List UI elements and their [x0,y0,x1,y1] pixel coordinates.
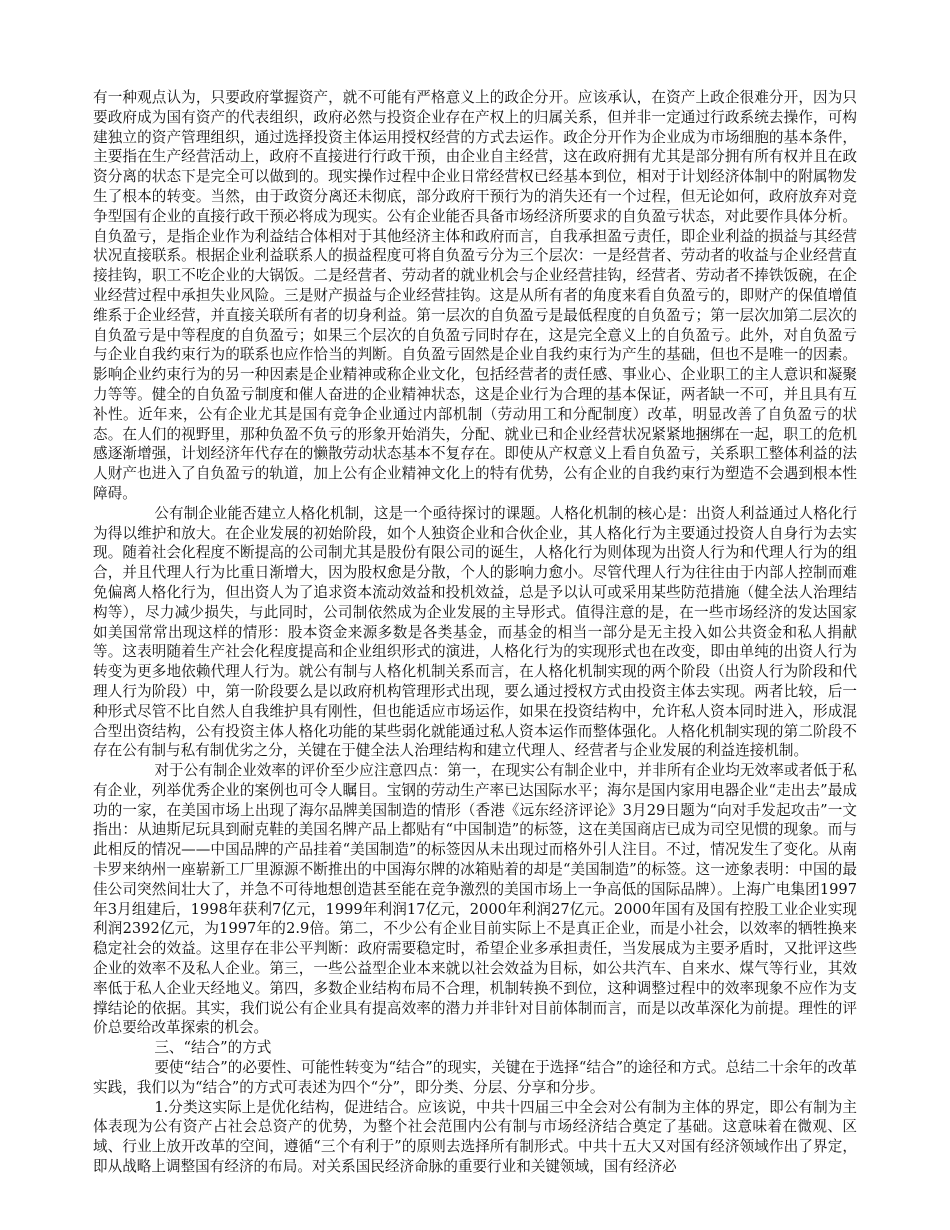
paragraph-separation-of-government-and-enterprise: 有一种观点认为，只要政府掌握资产，就不可能有严格意义上的政企分开。应该承认，在资产上政企很难分开，因为只要政府成为国有资产的代表组织，政府必然与投资企业存在产权上的归属关系，但并非一定通过行政系统去操作，可构建独立的资产管理组织，通过选择投资主体运用授权经营的方式去运作。政企分开作为企业成为市场细胞的基本条件，主要指在生产经营活动上，政府不直接进行行政干预，由企业自主经营，这在政府拥有尤其是部分拥有所有权并且在政资分离的状态下是完全可以做到的。现实操作过程中企业日常经营权已经基本到位，相对于计划经济体制中的附属物发生了根本的转变。当然，由于政资分离还未彻底，部分政府干预行为的消失还有一个过程，但无论如何，政府放弃对竞争型国有企业的直接行政干预必将成为现实。公有企业能否具备市场经济所要求的自负盈亏状态，对此要作具体分析。自负盈亏，是指企业作为利益结合体相对于其他经济主体和政府而言，自我承担盈亏责任，即企业利益的损益与其经营状况直接联系。根据企业利益联系人的损益程度可将自负盈亏分为三个层次：一是经营者、劳动者的收益与企业经营直接挂钩，职工不吃企业的大锅饭。二是经营者、劳动者的就业机会与企业经营挂钩，经营者、劳动者不捧铁饭碗，在企业经营过程中承担失业风险。三是财产损益与企业经营挂钩。这是从所有者的角度来看自负盈亏的，即财产的保值增值维系于企业经营，并直接关联所有者的切身利益。第一层次的自负盈亏是最低程度的自负盈亏；第一层次加第二层次的自负盈亏是中等程度的自负盈亏；如果三个层次的自负盈亏同时存在，这是完全意义上的自负盈亏。此外，对自负盈亏与企业自我约束行为的联系也应作恰当的判断。自负盈亏固然是企业自我约束行为产生的基础，但也不是唯一的因素。影响企业约束行为的另一种因素是企业精神或称企业文化，包括经营者的责任感、事业心、企业职工的主人意识和凝聚力等等。健全的自负盈亏制度和催人奋进的企业精神状态，这是企业行为合理的基本保证，两者缺一不可，并且具有互补性。近年来，公有企业尤其是国有竞争企业通过内部机制（劳动用工和分配制度）改革，明显改善了自负盈亏的状态。在人们的视野里，那种负盈不负亏的形象开始消失，分配、就业已和企业经营状况紧紧地捆绑在一起，职工的危机感逐渐增强，计划经济年代存在的懒散劳动状态基本不复存在。即使从产权意义上看自负盈亏，关系职工整体利益的法人财产也进入了自负盈亏的轨道，加上公有企业精神文化上的特有优势，公有企业的自我约束行为塑造不会遇到根本性障碍。 [93,89,857,502]
paragraph-section-intro: 要使“结合”的必要性、可能性转变为“结合”的现实，关键在于选择“结合”的途径和方式。总结二十余年的改革实践，我们以为“结合”的方式可表述为四个“分”，即分类、分层、分享和分步。 [93,1059,857,1096]
document-page [93,88,857,1177]
paragraph-efficiency-evaluation: 对于公有制企业效率的评价至少应注意四点：第一，在现实公有制企业中，并非所有企业均无效率或者低于私有企业，列举优秀企业的案例也可令人瞩目。宝钢的劳动生产率已达国际水平；海尔是国内家用电器企业“走出去”最成功的一家，在美国市场上出现了海尔品牌美国制造的情形（香港《远东经济评论》3月29日题为“向对手发起攻击”一文指出：从迪斯尼玩具到耐克鞋的美国名牌产品上都贴有“中国制造”的标签，这在美国商店已成为司空见惯的现象。而与此相反的情况——中国品牌的产品挂着“美国制造”的标签因从未出现过而格外引人注目。不过，情况发生了变化。从南卡罗来纳州一座崭新工厂里源源不断推出的中国海尔牌的冰箱贴着的却是“美国制造”的标签。这一迹象表明：中国的最佳公司突然间壮大了，并急不可待地想创造甚至能在竞争激烈的美国市场上一争高低的国际品牌）。上海广电集团1997年3月组建后，1998年获利7亿元，1999年利润17亿元，2000年利润27亿元。2000年国有及国有控股工业企业实现利润2392亿元，为1997年的2.9倍。第二，不少公有企业目前实际上不是真正企业，而是小社会，以效率的牺牲换来稳定社会的效益。这里存在非公平判断：政府需要稳定时，希望企业多承担责任，当发展成为主要矛盾时，又批评这些企业的效率不及私人企业。第三，一些公益型企业本来就以社会效益为目标，如公共汽车、自来水、煤气等行业，其效率低于私人企业天经地义。第四，多数企业结构布局不合理，机制转换不到位，这种调整过程中的效率现象不应作为支撑结论的依据。其实，我们说公有企业具有提高效率的潜力并非针对目前体制而言，而是以改革深化为前提。理性的评价总要给改革探索的机会。 [93,762,857,1037]
section-heading: 三、“结合”的方式 [154,1039,272,1057]
paragraph-classification: 1.分类这实际上是优化结构，促进结合。应该说，中共十四届三中全会对公有制为主体的界定，即公有制为主体表现为公有资产占社会总资产的优势，为整个社会范围内公有制与市场经济结合奠定了基础。这意味着在微观、区域、行业上放开改革的空间，遵循“三个有利于”的原则去选择所有制形式。中共十五大又对国有经济领域作出了界定，即从战略上调整国有经济的布局。对关系国民经济命脉的重要行业和关键领域，国有经济必 [93,1098,857,1176]
paragraph-personification-mechanism: 公有制企业能否建立人格化机制，这是一个亟待探讨的课题。人格化机制的核心是：出资人利益通过人格化行为得以维护和放大。在企业发展的初始阶段，如个人独资企业和合伙企业，其人格化行为主要通过投资人自身行为去实现。随着社会化程度不断提高的公司制尤其是股份有限公司的诞生，人格化行为则体现为出资人行为和代理人行为的组合，并且代理人行为比重日渐增大，因为股权愈是分散，个人的影响力愈小。尽管代理人行为往往由于内部人控制而难免偏离人格化行为，但出资人为了追求资本流动效益和投机效益，总是予以认可或采用某些防范措施（健全法人治理结构等），尽力减少损失，与此同时，公司制依然成为企业发展的主导形式。值得注意的是，在一些市场经济的发达国家如美国常常出现这样的情形：股本资金来源多数是各类基金，而基金的相当一部分是无主投入如公共资金和私人捐献等。这表明随着生产社会化程度提高和企业组织形式的演进，人格化行为的实现形式也在改变，即由单纯的出资人行为转变为更多地依赖代理人行为。就公有制与人格化机制关系而言，在人格化机制实现的两个阶段（出资人行为阶段和代理人行为阶段）中，第一阶段要么是以政府机构管理形式出现，要么通过授权方式由投资主体去实现。两者比较，后一种形式尽管不比自然人自我维护具有刚性，但也能适应市场运作，如果在投资结构中，允许私人资本同时进入，形成混合型出资结构，公有投资主体人格化功能的某些弱化就能通过私人资本运作而整体强化。人格化机制实现的第二阶段不存在公有制与私有制优劣之分，关键在于健全法人治理结构和建立代理人、经营者与企业发展的利益连接机制。 [93,504,857,760]
